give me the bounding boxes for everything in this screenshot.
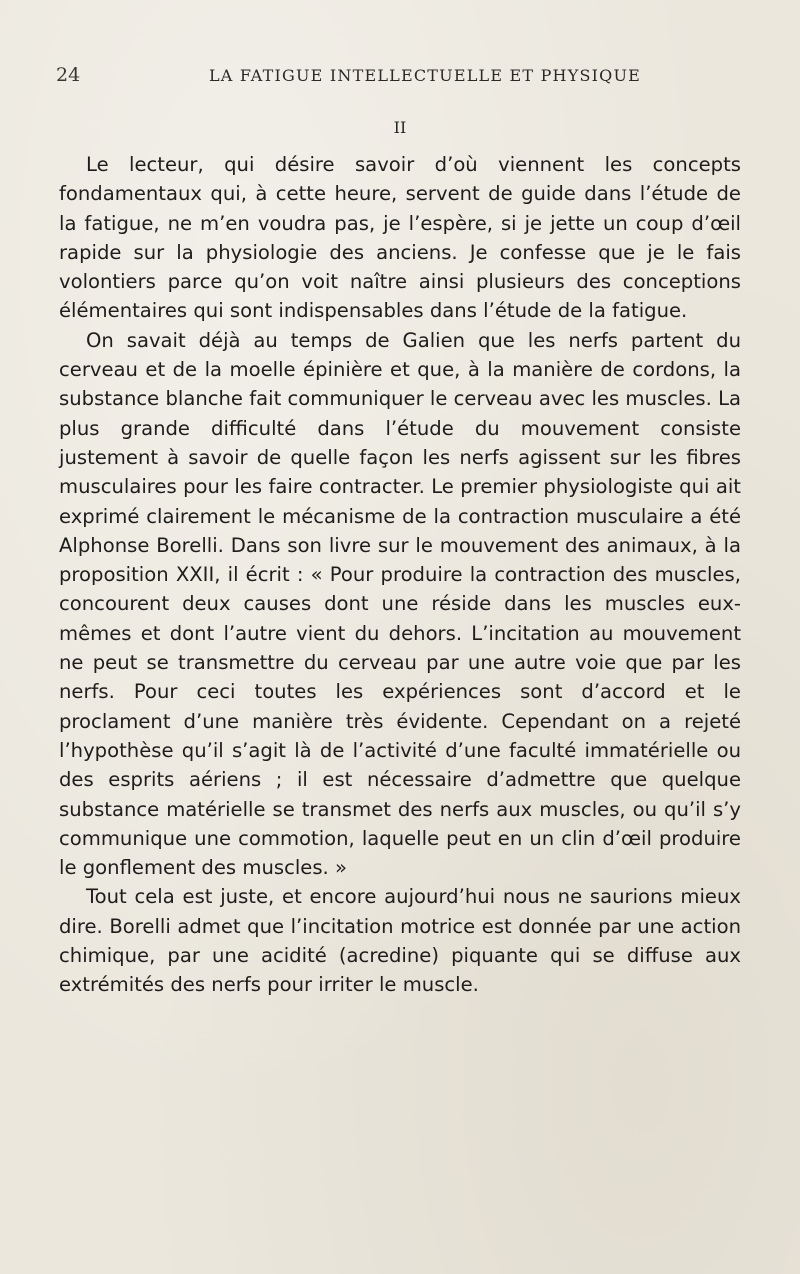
paragraph-conclusion: Tout cela est juste, et encore aujourd’hui nous ne saurions mieux dire. Borelli admet que l’incitation motrice est donnée par une action chimique, par une acidité (acredine) piquante qui se diffuse aux extrémités des nerfs pour irriter le muscle. — [59, 885, 741, 997]
running-title: LA FATIGUE INTELLECTUELLE ET PHYSIQUE — [208, 66, 642, 85]
running-header — [56, 64, 746, 88]
page-number: 24 — [56, 64, 81, 86]
paragraph-galien-borelli: On savait déjà au temps de Galien que les nerfs partent du cerveau et de la moelle épinière et que, à la manière de cordons, la substance blanche fait communiquer le cerveau avec les muscles. La plus grande difficulté dans l’étude du mouvement consiste justement à savoir de quelle façon les nerfs agissent sur les fibres musculaires pour les faire contracter. Le premier physiologiste qui ait exprimé clairement le mécanisme de la contraction musculaire a été Alphonse Borelli. Dans son livre sur le mouvement des animaux, à la proposition XXII, il écrit : « Pour produire la contraction des muscles, concourent deux causes dont une réside dans les muscles eux-mêmes et dont l’autre vient du dehors. L’incitation au mouvement ne peut se transmettre du cerveau par une autre voie que par les nerfs. Pour ceci toutes les expériences sont d’accord et le proclament d’une manière très évidente. Cependant on a rejeté l’hypothèse qu’il s’agit là de l’activité d’une faculté immatérielle ou des esprits aériens ; il est nécessaire d’admettre que quelque substance matérielle se transmet des nerfs aux muscles, ou qu’il s’y communique une commotion, laquelle peut en un clin d’œil produire le gonflement des muscles. » — [59, 328, 741, 880]
section-heading: II — [393, 118, 407, 137]
paragraph-intro: Le lecteur, qui désire savoir d’où viennent les concepts fondamentaux qui, à cette heure, servent de guide dans l’étude de la fatigue, ne m’en voudra pas, je l’espère, si je jette un coup d’œil rapide sur la physiologie des anciens. Je confesse que je le fais volontiers parce qu’on voit naître ainsi plusieurs des conceptions élémentaires qui sont indispensables dans l’étude de la fatigue. — [59, 153, 741, 323]
body-text — [59, 150, 741, 1000]
